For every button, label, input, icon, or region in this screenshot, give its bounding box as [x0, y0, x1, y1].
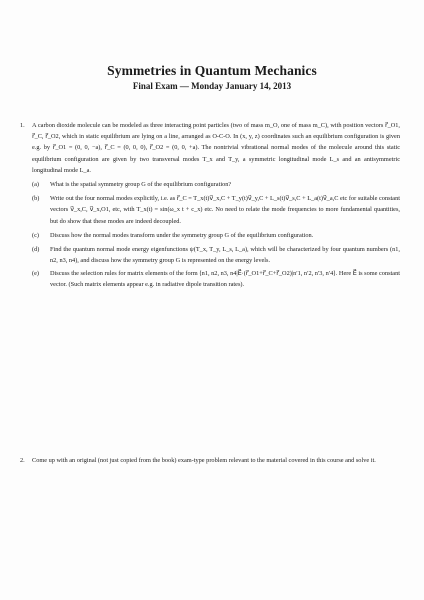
exam-subtitle: Final Exam — Monday January 14, 2013 [132, 81, 292, 91]
page-title: Symmetries in Quantum Mechanics [107, 63, 317, 78]
part-text: What is the spatial symmetry group G of the equilibrium configuration? [50, 181, 232, 189]
part-label: (c) [32, 231, 39, 239]
part-label: (a) [32, 181, 39, 189]
problem-part-e [32, 269, 400, 289]
part-label: (b) [32, 195, 40, 203]
problem-number: 1. [20, 122, 25, 129]
part-text: Write out the four normal modes explicitly, i.e. as r⃗_C = T_x(t)v⃗_x,C + T_y(t)v⃗_y,C + L_s(t)v⃗_s,C + L_a(t)v⃗_a,C etc for suitable constant vectors v⃗_x,C, v⃗_x,O1, etc, with T_x(t) = sin(ω_x t + c_x) etc. No need to relate the mode frequencies to more fundamental quantities, but do show that these modes are indeed decoupled. [50, 195, 400, 225]
part-text: Find the quantum normal mode energy eigenfunctions ψ(T_x, T_y, L_s, L_a), which will be characterized by four quantum numbers (n1, n2, n3, n4), and discuss how the symmetry group G is represented on the energy levels. [50, 246, 400, 265]
problem-part-d [32, 244, 400, 266]
problem-part-b [32, 193, 400, 227]
problem-intro: Come up with an original (not just copied from the book) exam-type problem relevant to the material covered in this course and solve it. [32, 457, 376, 464]
part-label: (e) [32, 270, 39, 278]
problem-part-c [32, 230, 400, 241]
problem-2 [22, 455, 400, 466]
problem-1 [22, 120, 400, 290]
problem-part-a [32, 179, 400, 190]
part-label: (d) [32, 246, 40, 254]
part-text: Discuss how the normal modes transform under the symmetry group G of the equilibrium configuration. [50, 231, 314, 239]
problem-intro: A carbon dioxide molecule can be modeled as three interacting point particles (two of mass m_O, one of mass m_C), with position vectors r⃗_O1, r⃗_C, r⃗_O2, which in static equilibrium are lying on a line, arranged as O-C-O. In (x, y, z) coordinates such an equilibrium configuration is given e.g. by r⃗_O1 = (0, 0, −a), r⃗_C = (0, 0, 0), r⃗_O2 = (0, 0, +a). The nontrivial vibrational normal modes of the molecule around this static equilibrium configuration are given by two transversal modes T_x and T_y, a symmetric longitudinal mode L_s and an antisymmetric longitudinal mode L_a. [32, 122, 400, 174]
part-text: Discuss the selection rules for matrix elements of the form ⟨n1, n2, n3, n4|E⃗·(r⃗_O1+r⃗_C+r⃗_O2)|n′1, n′2, n′3, n′4⟩. Here E⃗ is some constant vector. (Such matrix elements appear e.g. in radiative dipole transition rates). [50, 270, 400, 288]
problem-number: 2. [20, 457, 25, 464]
